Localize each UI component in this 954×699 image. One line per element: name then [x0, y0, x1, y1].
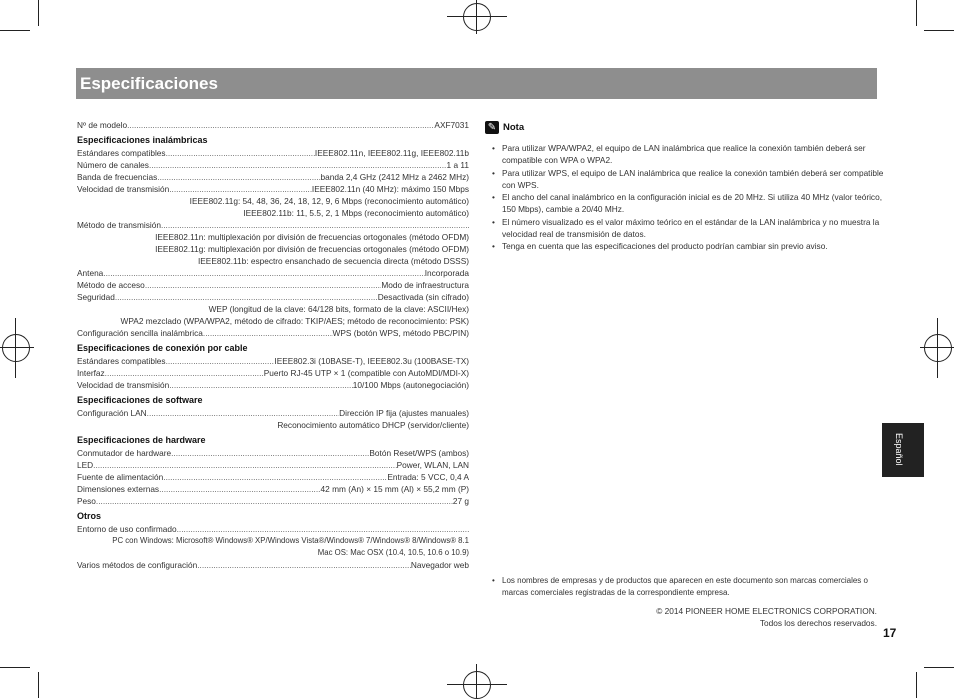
- spec-label: LED: [77, 460, 94, 470]
- spec-row: [77, 159, 469, 171]
- spec-continuation: IEEE802.11b: espectro ensanchado de secuencia directa (método DSSS): [197, 256, 469, 266]
- section-heading-wired: Especificaciones de conexión por cable: [77, 343, 248, 353]
- spec-row: [77, 483, 469, 495]
- section-heading-wireless: Especificaciones inalámbricas: [77, 135, 208, 145]
- spec-label: Configuración LAN: [77, 408, 147, 418]
- leader-dots: [149, 159, 447, 171]
- spec-continuation: IEEE802.11g: multiplexación por división de frecuencias ortogonales (método OFDM): [155, 244, 469, 254]
- spec-row-model: [77, 119, 469, 131]
- registration-line: [447, 16, 507, 17]
- spec-value: 27 g: [452, 496, 469, 506]
- copyright-line: © 2014 PIONEER HOME ELECTRONICS CORPORATION.: [656, 606, 877, 616]
- note-item: • Para utilizar WPA/WPA2, el equipo de LAN inalámbrica que realice la conexión también deberá ser compatible con WPA o WPA2.: [492, 142, 884, 166]
- spec-value: 1 a 11: [446, 160, 469, 170]
- spec-label: Antena: [77, 268, 104, 278]
- registration-line: [447, 684, 507, 685]
- spec-row: [77, 407, 469, 419]
- crop-mark: [38, 672, 39, 698]
- spec-value: Dirección IP fija (ajustes manuales): [339, 408, 469, 418]
- leader-dots: [115, 291, 378, 303]
- crop-mark: [916, 0, 917, 26]
- leader-dots: [145, 279, 382, 291]
- note-item: • El ancho del canal inalámbrico en la configuración inicial es de 20 MHz. Si utiliza 40 MHz (valor teórico, 150 Mbps), cambie a 20/40 MHz.: [492, 191, 884, 215]
- crop-mark: [916, 672, 917, 698]
- spec-value: banda 2,4 GHz (2412 MHz a 2462 MHz): [320, 172, 469, 182]
- page-title: Especificaciones: [80, 74, 218, 93]
- leader-dots: [197, 559, 411, 571]
- leader-dots: [161, 219, 469, 231]
- spec-value: Navegador web: [410, 560, 469, 570]
- spec-row: [77, 523, 469, 535]
- crop-mark: [0, 30, 30, 31]
- spec-value: Puerto RJ-45 UTP × 1 (compatible con AutoMDI/MDI-X): [263, 368, 469, 378]
- spec-value: Incorporada: [424, 268, 469, 278]
- spec-continuation: Reconocimiento automático DHCP (servidor/cliente): [277, 420, 469, 430]
- specs-column: [77, 119, 469, 571]
- spec-value: 42 mm (An) × 15 mm (Al) × 55,2 mm (P): [320, 484, 469, 494]
- spec-label: Peso: [77, 496, 96, 506]
- leader-dots: [166, 355, 275, 367]
- section-heading-others: Otros: [77, 511, 102, 521]
- spec-value: Power, WLAN, LAN: [396, 460, 469, 470]
- section-heading-hardware: Especificaciones de hardware: [77, 435, 206, 445]
- spec-value: Entrada: 5 VCC, 0,4 A: [387, 472, 469, 482]
- spec-value: Desactivada (sin cifrado): [377, 292, 469, 302]
- leader-dots: [93, 459, 396, 471]
- spec-label: Banda de frecuencias: [77, 172, 158, 182]
- spec-label: Nº de modelo: [77, 120, 128, 130]
- leader-dots: [163, 471, 387, 483]
- spec-row: [77, 447, 469, 459]
- note-title: Nota: [503, 122, 525, 133]
- leader-dots: [105, 367, 264, 379]
- spec-row: [77, 171, 469, 183]
- registration-mark: [463, 671, 491, 699]
- spec-continuation: Mac OS: Mac OSX (10.4, 10.5, 10.6 o 10.9): [317, 548, 469, 557]
- leader-dots: [169, 379, 353, 391]
- spec-value: AXF7031: [434, 120, 469, 130]
- registration-line: [476, 0, 477, 34]
- spec-row: [77, 267, 469, 279]
- leader-dots: [147, 407, 339, 419]
- note-item: • Para utilizar WPS, el equipo de LAN inalámbrica que realice la conexión también deberá ser compatible con WPS.: [492, 167, 884, 191]
- spec-label: Velocidad de transmisión: [77, 184, 170, 194]
- crop-mark: [38, 0, 39, 26]
- language-tab: [882, 423, 924, 477]
- spec-row: [77, 327, 469, 339]
- registration-mark: [463, 3, 491, 31]
- spec-label: Método de transmisión: [77, 220, 161, 230]
- spec-row: [77, 367, 469, 379]
- note-item: • Tenga en cuenta que las especificaciones del producto podrían cambiar sin previo aviso.: [492, 240, 884, 252]
- leader-dots: [169, 183, 312, 195]
- leader-dots: [171, 447, 369, 459]
- spec-row: [77, 559, 469, 571]
- crop-mark: [924, 30, 954, 31]
- leader-dots: [166, 147, 315, 159]
- spec-label: Dimensiones externas: [77, 484, 160, 494]
- spec-value: IEEE802.11n, IEEE802.11g, IEEE802.11b: [314, 148, 469, 158]
- spec-label: Interfaz: [77, 368, 105, 378]
- spec-value: 10/100 Mbps (autonegociación): [352, 380, 469, 390]
- registration-line: [0, 347, 34, 348]
- spec-continuation: WEP (longitud de la clave: 64/128 bits, formato de la clave: ASCII/Hex): [208, 304, 469, 314]
- spec-value: IEEE802.11n (40 MHz): máximo 150 Mbps: [311, 184, 469, 194]
- pencil-icon: ✎: [485, 121, 499, 134]
- spec-continuation: PC con Windows: Microsoft® Windows® XP/Windows Vista®/Windows® 7/Windows® 8/Windows® 8.1: [112, 536, 469, 545]
- spec-continuation: IEEE802.11g: 54, 48, 36, 24, 18, 12, 9, 6 Mbps (reconocimiento automático): [189, 196, 469, 206]
- spec-continuation: IEEE802.11n: multiplexación por división de frecuencias ortogonales (método OFDM): [155, 232, 469, 242]
- copyright-line: Todos los derechos reservados.: [759, 618, 877, 628]
- leader-dots: [157, 171, 320, 183]
- spec-row: [77, 279, 469, 291]
- spec-row: [77, 379, 469, 391]
- spec-row: [77, 355, 469, 367]
- leader-dots: [177, 523, 469, 535]
- title-banner: [76, 68, 877, 99]
- copyright: [656, 605, 877, 629]
- spec-value: Botón Reset/WPS (ambos): [369, 448, 469, 458]
- spec-continuation: IEEE802.11b: 11, 5.5, 2, 1 Mbps (reconocimiento automático): [243, 208, 469, 218]
- spec-row: [77, 219, 469, 231]
- leader-dots: [159, 483, 320, 495]
- leader-dots: [96, 495, 453, 507]
- spec-row: [77, 459, 469, 471]
- registration-mark: [924, 334, 952, 362]
- spec-label: Método de acceso: [77, 280, 145, 290]
- spec-label: Número de canales: [77, 160, 149, 170]
- spec-label: Velocidad de transmisión: [77, 380, 170, 390]
- spec-row: [77, 495, 469, 507]
- spec-row: [77, 147, 469, 159]
- page-number: 17: [883, 626, 897, 640]
- spec-value: Modo de infraestructura: [381, 280, 469, 290]
- note-header: [485, 121, 524, 134]
- spec-label: Estándares compatibles: [77, 148, 166, 158]
- spec-label: Conmutador de hardware: [77, 448, 172, 458]
- spec-value: IEEE802.3i (10BASE-T), IEEE802.3u (100BASE-TX): [274, 356, 469, 366]
- leader-dots: [127, 119, 434, 131]
- crop-mark: [924, 667, 954, 668]
- spec-value: WPS (botón WPS, método PBC/PIN): [332, 328, 469, 338]
- trademark-list: [492, 575, 882, 599]
- spec-label: Seguridad: [77, 292, 115, 302]
- spec-row: [77, 291, 469, 303]
- spec-label: Entorno de uso confirmado: [77, 524, 177, 534]
- registration-line: [15, 318, 16, 378]
- leader-dots: [203, 327, 333, 339]
- trademark-note: • Los nombres de empresas y de productos que aparecen en este documento son marcas comerciales o marcas comerciales registradas de la correspondiente empresa.: [492, 575, 882, 599]
- note-list: [492, 142, 884, 253]
- spec-row: [77, 183, 469, 195]
- spec-continuation: WPA2 mezclado (WPA/WPA2, método de cifrado: TKIP/AES; método de reconocimiento: PSK): [120, 316, 469, 326]
- registration-line: [937, 318, 938, 378]
- spec-label: Varios métodos de configuración: [77, 560, 198, 570]
- crop-mark: [0, 667, 30, 668]
- section-heading-software: Especificaciones de software: [77, 395, 203, 405]
- registration-line: [476, 664, 477, 698]
- note-item: • El número visualizado es el valor máximo teórico en el estándar de la LAN inalámbrica y no muestra la velocidad real de transmisión de datos.: [492, 216, 884, 240]
- spec-label: Estándares compatibles: [77, 356, 166, 366]
- spec-row: [77, 471, 469, 483]
- spec-label: Fuente de alimentación: [77, 472, 164, 482]
- spec-label: Configuración sencilla inalámbrica: [77, 328, 203, 338]
- leader-dots: [103, 267, 424, 279]
- language-tab-label: Español: [894, 433, 904, 466]
- registration-mark: [2, 334, 30, 362]
